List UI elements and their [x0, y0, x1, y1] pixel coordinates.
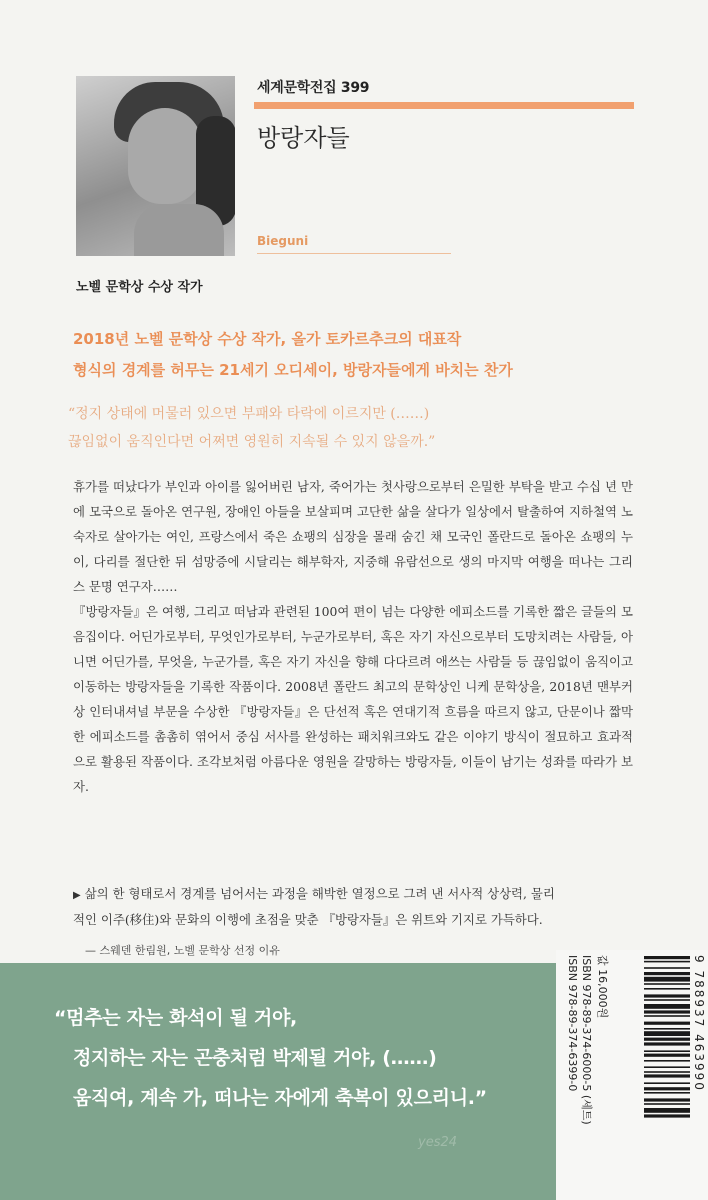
book-title: 방랑자들 — [257, 124, 350, 152]
barcode-bar — [644, 1066, 690, 1068]
bottom-quote-line-2: 정지하는 자는 곤충처럼 박제될 거야, (……) — [73, 1047, 437, 1069]
hand-shape — [134, 204, 224, 256]
isbn-info — [421, 955, 609, 1175]
citation-line-2: 적인 이주(移住)와 문화의 이행에 초점을 맞춘 『방랑자들』은 위트와 기지로 가득하다. — [73, 912, 543, 927]
barcode-bar — [644, 1015, 690, 1017]
accent-bar — [254, 102, 634, 109]
quote-line-1: “정지 상태에 머물러 있으면 부패와 타락에 이르지만 (……) — [68, 406, 430, 422]
barcode-bar — [644, 977, 690, 982]
barcode-bar — [644, 1042, 690, 1045]
barcode-bar — [644, 1050, 690, 1052]
series-label: 세계문학전집 399 — [257, 80, 370, 96]
barcode-bar — [644, 983, 690, 985]
barcode-bar — [644, 1060, 690, 1062]
barcode-bar — [644, 1092, 690, 1094]
highlight-line-1: 2018년 노벨 문학상 수상 작가, 올가 토카르추크의 대표작 — [73, 330, 462, 348]
original-title: Bieguni — [257, 234, 309, 248]
barcode-digits: 9 788937 463990 — [692, 955, 706, 1092]
barcode-bar — [644, 1114, 690, 1117]
barcode-bar — [644, 972, 690, 975]
isbn-line-1: ISBN 978-89-374-6399-0 — [566, 955, 579, 1092]
description-paragraph-1: 휴가를 떠났다가 부인과 아이를 잃어버린 남자, 죽어가는 첫사랑으로부터 은밀한 부탁을 받고 수십 년 만에 모국으로 돌아온 연구원, 장애인 아들을 보살피며 고단한 삶을 살다가 일상에서 탈출하여 지하철역 노숙자로 살아가는 여인, 프랑스에서 죽은 쇼팽의 심장을 몰래 숨긴 채 모국인 폴란드로 돌아온 쇼팽의 누이, 다리를 절단한 뒤 섬망증에 시달리는 해부학자, 지중해 유람선으로 생의 마지막 여행을 떠나는 그리스 문명 연구자…… — [73, 479, 633, 594]
barcode-bar — [644, 1074, 690, 1077]
price-line: 값 16,000원 — [596, 955, 609, 1019]
face-shape — [128, 108, 202, 204]
bottom-quote-line-3: 움직여, 계속 가, 떠나는 자에게 축복이 있으리니.” — [73, 1087, 487, 1109]
barcode-bar — [644, 988, 690, 990]
barcode-bar — [644, 1031, 690, 1036]
barcode-bar — [644, 1098, 690, 1101]
barcode-bar — [644, 1103, 690, 1105]
barcode-bar — [644, 961, 690, 963]
barcode-bar — [644, 1054, 690, 1057]
quote-line-2: 끊임없이 움직인다면 어쩌면 영원히 지속될 수 있지 않을까.” — [68, 434, 436, 450]
bottom-quote-line-1: “멈추는 자는 화석이 될 거야, — [54, 1007, 297, 1029]
nobel-citation — [73, 882, 633, 932]
barcode-bar — [644, 1108, 690, 1113]
description-paragraph-2: 『방랑자들』은 여행, 그리고 떠남과 관련된 100여 편이 넘는 다양한 에피소드를 기록한 짧은 글들의 모음집이다. 어딘가로부터, 무엇인가로부터, 누군가로부터, 혹은 자기 자신으로부터 도망치려는 사람들, 아니면 어딘가를, 무엇을, 누군가를, 혹은 자기 자신을 향해 다다르려 애쓰는 사람들 등 끊임없이 움직이고 이동하는 방랑자들을 기록한 작품이다. 2008년 폴란드 최고의 문학상인 니케 문학상을, 2018년 맨부커 상 인터내셔널 부문을 수상한 『방랑자들』은 단선적 혹은 연대기적 흐름을 따르지 않고, 단문이나 짧막한 에피소드를 촘촘히 엮어서 중심 서사를 완성하는 패치워크와도 같은 이야기 방식이 절묘하고 효과적으로 활용된 작품이다. 조각보처럼 아름다운 영원을 갈망하는 방랑자들, 이들이 남기는 성좌를 따라가 보자. — [73, 604, 633, 794]
barcode-bar — [644, 1028, 690, 1030]
triangle-bullet-icon: ▶ — [73, 890, 81, 901]
barcode-bar — [644, 1038, 690, 1041]
author-photo — [76, 76, 235, 256]
watermark: yes24 — [418, 1135, 458, 1150]
barcode-bar — [644, 956, 690, 959]
barcode-bar — [644, 1022, 690, 1025]
barcode-bar — [644, 1071, 690, 1073]
barcode-bar — [644, 1082, 690, 1084]
barcode-bar — [644, 1004, 690, 1009]
barcode-bar — [644, 994, 690, 997]
photo-caption: 노벨 문학상 수상 작가 — [76, 280, 203, 295]
citation-source: — 스웨덴 한림원, 노벨 문학상 선정 이유 — [85, 944, 280, 957]
highlight-line-2: 형식의 경계를 허무는 21세기 오디세이, 방랑자들에게 바치는 찬가 — [73, 361, 513, 379]
description-body — [73, 474, 633, 799]
isbn-line-2: ISBN 978-89-374-6000-5 (세트) — [580, 955, 593, 1125]
barcode-bar — [644, 1010, 690, 1013]
citation-line-1: 삶의 한 형태로서 경계를 넘어서는 과정을 해박한 열정으로 그려 낸 서사적 상상력, 물리 — [84, 886, 555, 901]
barcode-bar — [644, 999, 690, 1001]
barcode-bar — [644, 967, 690, 969]
barcode-bar — [644, 1087, 690, 1090]
original-title-rule — [257, 253, 451, 254]
